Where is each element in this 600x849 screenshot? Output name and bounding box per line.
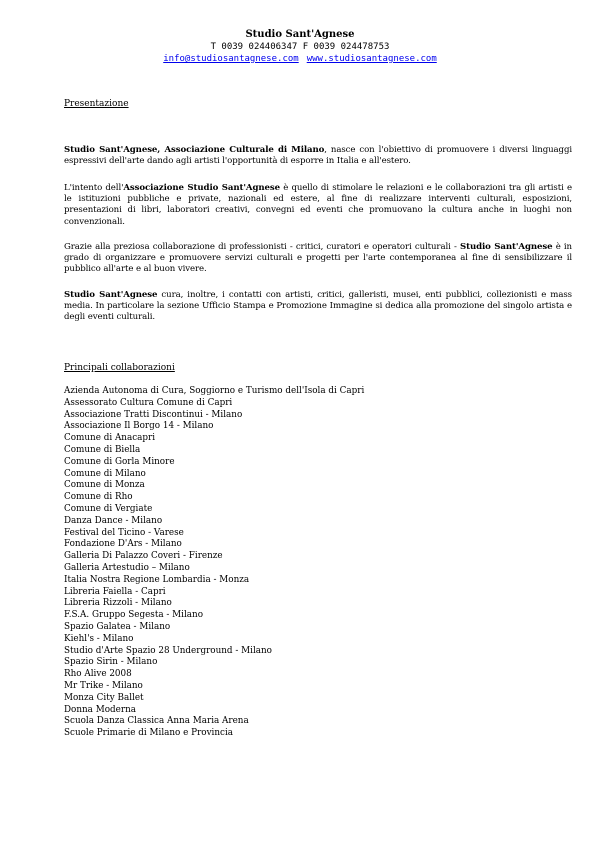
list-item: Associazione Il Borgo 14 - Milano [64, 421, 214, 432]
p3-text: è in grado di organizzare e promuovere servizi culturali e progetti per l'arte contemporanea al fine di sensibilizzare il pubblico all'arte e al buon vivere. [64, 242, 572, 275]
list-item: F.S.A. Gruppo Segesta - Milano [64, 610, 204, 621]
p4-text: cura, inoltre, i contatti con artisti, critici, galleristi, musei, enti pubblici, collezionisti e mass media. In particolare la sezione Ufficio Stampa e Promozione Immagine si dedica alla promozione del singolo artista e degli eventi culturali. [64, 290, 572, 323]
list-item: Comune di Monza [64, 480, 145, 491]
p1-bold: Studio Sant'Agnese, Associazione Culturale di Milano [64, 145, 325, 155]
list-item: Monza City Ballet [64, 692, 144, 703]
p4-bold: Studio Sant'Agnese [64, 290, 158, 300]
list-item: Kiehl's - Milano [64, 633, 134, 644]
letterhead [0, 29, 600, 65]
list-item: Comune di Anacapri [64, 433, 156, 444]
section-heading-collaborazioni: Principali collaborazioni [64, 363, 175, 373]
list-item: Galleria Di Palazzo Coveri - Firenze [64, 551, 223, 562]
list-item: Galleria Artestudio – Milano [64, 562, 190, 573]
list-item: Libreria Faiella - Capri [64, 586, 166, 597]
list-item: Comune di Gorla Minore [64, 456, 175, 467]
contact-links [0, 53, 600, 65]
p2-pre: L'intento dell' [64, 183, 124, 193]
list-item: Rho Alive 2008 [64, 669, 132, 680]
list-item: Scuole Primarie di Milano e Provincia [64, 728, 234, 739]
list-item: Spazio Galatea - Milano [64, 621, 171, 632]
section-heading-presentazione: Presentazione [64, 99, 129, 109]
phone-fax-line: T 0039 024406347 F 0039 024478753 [210, 42, 390, 52]
paragraph-2 [64, 183, 572, 228]
list-item: Italia Nostra Regione Lombardia - Monza [64, 574, 250, 585]
p3-bold: Studio Sant'Agnese [459, 242, 553, 252]
organization-name: Studio Sant'Agnese [245, 29, 355, 40]
p2-text: è quello di stimolare le relazioni e le collaborazioni tra gli artisti e le istituzioni pubbliche e private, nazionali ed estere, al fine di realizzare interventi culturali, esposizioni, presentazioni di libri, laboratori creativi, convegni ed eventi che promuovano la cultura anche in luoghi non convenzionali. [64, 183, 572, 227]
list-item: Donna Moderna [64, 704, 136, 715]
list-item: Fondazione D'Ars - Milano [64, 539, 182, 550]
p1-text: , nasce con l'obiettivo di promuovere i diversi linguaggi espressivi dell'arte dando agli artisti l'opportunità di esporre in Italia e all'estero. [64, 145, 573, 167]
list-item: Mr Trike - Milano [64, 680, 143, 691]
list-item: Studio d'Arte Spazio 28 Underground - Milano [64, 645, 272, 656]
paragraph-4 [64, 290, 572, 324]
list-item: Spazio Sirin - Milano [64, 657, 158, 668]
list-item: Comune di Rho [64, 492, 133, 503]
paragraph-1 [64, 145, 572, 167]
list-item: Comune di Biella [64, 444, 141, 455]
p2-bold: Associazione Studio Sant'Agnese [123, 183, 280, 193]
email-link[interactable]: info@studiosantagnese.com [163, 54, 299, 64]
list-item: Libreria Rizzoli - Milano [64, 598, 172, 609]
paragraph-3 [64, 242, 572, 276]
list-item: Festival del Ticino - Varese [64, 527, 184, 538]
list-item: Comune di Vergiate [64, 503, 153, 514]
p3-pre: Grazie alla preziosa collaborazione di professionisti - critici, curatori e operatori culturali - [64, 242, 460, 252]
list-item: Azienda Autonoma di Cura, Soggiorno e Turismo dell'Isola di Capri [64, 386, 365, 396]
list-item: Assessorato Cultura Comune di Capri [64, 397, 233, 408]
list-item: Comune di Milano [64, 468, 146, 479]
collaborations-list [64, 386, 364, 740]
list-item: Scuola Danza Classica Anna Maria Arena [64, 716, 249, 727]
list-item: Danza Dance - Milano [64, 515, 163, 526]
list-item: Associazione Tratti Discontinui - Milano [64, 409, 243, 420]
website-link[interactable]: www.studiosantagnese.com [306, 54, 437, 64]
